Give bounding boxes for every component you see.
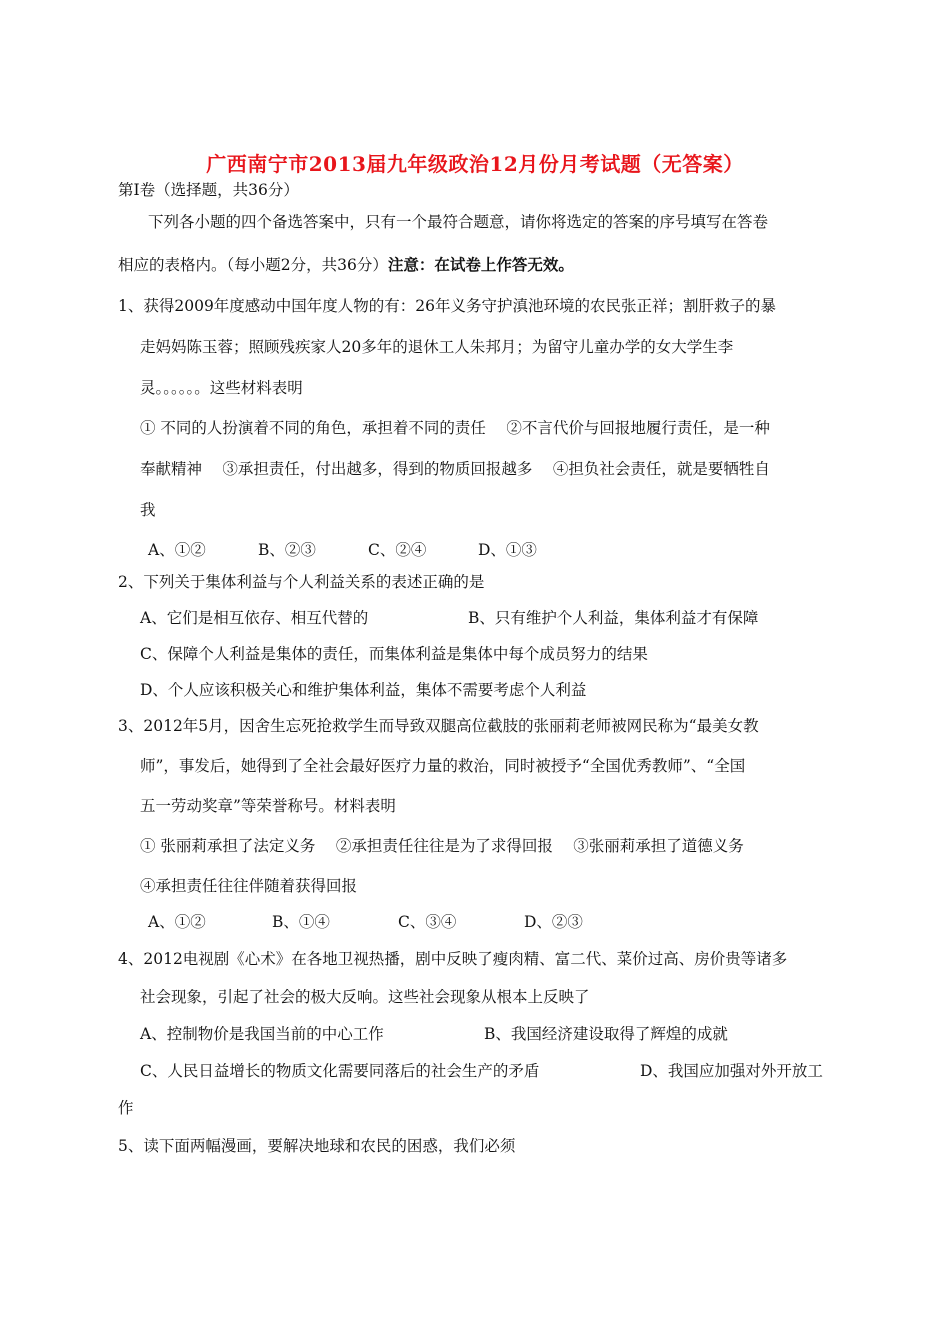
instructions-text: 相应的表格内。（每小题2分，共36分） xyxy=(118,256,388,274)
q2-option-b[interactable]: B、只有维护个人利益，集体利益才有保障 xyxy=(468,609,759,627)
q4-option-a[interactable]: A、控制物价是我国当前的中心工作 xyxy=(140,1025,384,1043)
q3-option-c[interactable]: C、③④ xyxy=(398,913,457,931)
q1-statement-line-3: 我 xyxy=(140,501,156,519)
q4-option-d-continued: 作 xyxy=(118,1099,134,1117)
q1-option-d[interactable]: D、①③ xyxy=(478,541,537,559)
q1-statement-line-1: ① 不同的人扮演着不同的角色，承担着不同的责任 ②不言代价与回报地履行责任，是一种 xyxy=(140,419,770,437)
q3-option-a[interactable]: A、①② xyxy=(148,913,206,931)
q4-stem-line-2: 社会现象，引起了社会的极大反响。这些社会现象从根本上反映了 xyxy=(140,988,590,1006)
instructions-line-1: 下列各小题的四个备选答案中，只有一个最符合题意，请你将选定的答案的序号填写在答卷 xyxy=(148,213,769,231)
q1-stem-line-3: 灵。。。。。。这些材料表明 xyxy=(140,379,303,397)
q4-option-b[interactable]: B、我国经济建设取得了辉煌的成就 xyxy=(484,1025,728,1043)
q5-stem: 5、读下面两幅漫画，要解决地球和农民的困惑，我们必须 xyxy=(118,1137,516,1155)
q2-option-c[interactable]: C、保障个人利益是集体的责任，而集体利益是集体中每个成员努力的结果 xyxy=(140,645,648,663)
q1-option-b[interactable]: B、②③ xyxy=(258,541,316,559)
section-heading: 第Ⅰ卷（选择题，共36分） xyxy=(118,181,299,199)
q1-stem-line-2: 走妈妈陈玉蓉；照顾残疾家人20多年的退休工人朱邦月；为留守儿童办学的女大学生李 xyxy=(140,338,734,356)
q3-statement-line-2: ④承担责任往往伴随着获得回报 xyxy=(140,877,358,895)
q2-option-d[interactable]: D、个人应该积极关心和维护集体利益，集体不需要考虑个人利益 xyxy=(140,681,587,699)
q2-stem: 2、下列关于集体利益与个人利益关系的表述正确的是 xyxy=(118,573,485,591)
q1-statement-line-2: 奉献精神 ③承担责任，付出越多，得到的物质回报越多 ④担负社会责任，就是要牺牲自 xyxy=(140,460,770,478)
q4-stem-line-1: 4、2012电视剧《心术》在各地卫视热播，剧中反映了瘦肉精、富二代、菜价过高、房价贵等诸多 xyxy=(118,950,788,968)
q3-option-d[interactable]: D、②③ xyxy=(524,913,583,931)
q4-option-c[interactable]: C、人民日益增长的物质文化需要同落后的社会生产的矛盾 xyxy=(140,1062,540,1080)
q3-stem-line-3: 五一劳动奖章”等荣誉称号。材料表明 xyxy=(140,797,396,815)
q1-option-a[interactable]: A、①② xyxy=(148,541,206,559)
q3-option-b[interactable]: B、①④ xyxy=(272,913,330,931)
q2-option-a[interactable]: A、它们是相互依存、相互代替的 xyxy=(140,609,369,627)
instructions-warning: 注意：在试卷上作答无效。 xyxy=(387,255,574,274)
page-title: 广西南宁市2013届九年级政治12月份月考试题（无答案） xyxy=(206,152,744,176)
q1-option-c[interactable]: C、②④ xyxy=(368,541,427,559)
q1-stem-line-1: 1、获得2009年度感动中国年度人物的有：26年义务守护滇池环境的农民张正祥；割肝救子的暴 xyxy=(118,297,777,315)
q3-stem-line-2: 师”，事发后，她得到了全社会最好医疗力量的救治，同时被授予“全国优秀教师”、“全国 xyxy=(140,757,746,775)
q4-option-d[interactable]: D、我国应加强对外开放工 xyxy=(640,1062,823,1080)
instructions-line-2 xyxy=(118,255,574,275)
q3-statement-line-1: ① 张丽莉承担了法定义务 ②承担责任往往是为了求得回报 ③张丽莉承担了道德义务 xyxy=(140,837,744,855)
q3-stem-line-1: 3、2012年5月，因舍生忘死抢救学生而导致双腿高位截肢的张丽莉老师被网民称为“最美女教 xyxy=(118,717,759,735)
